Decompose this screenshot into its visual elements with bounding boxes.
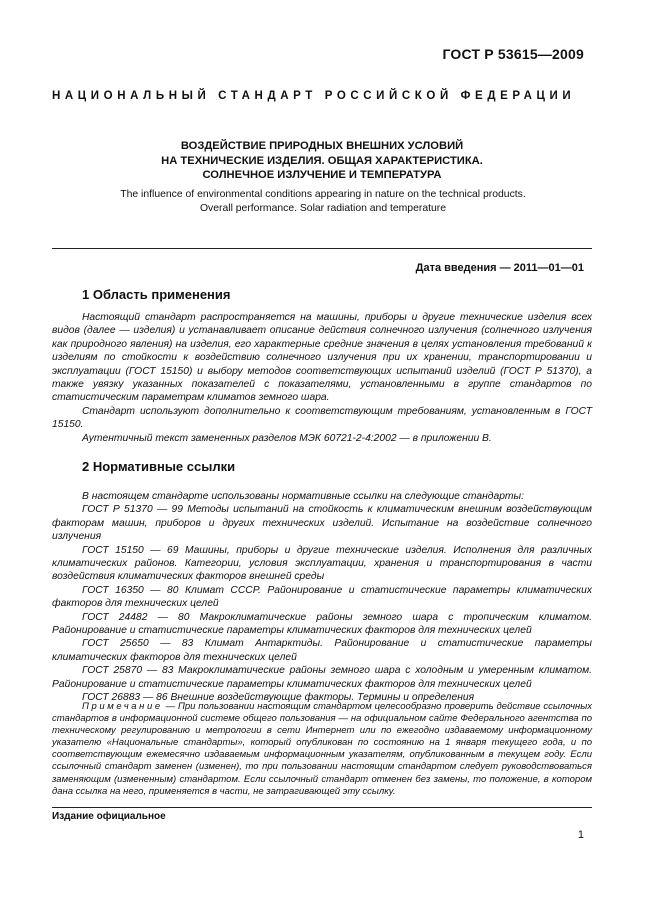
section-1-paragraph: Настоящий стандарт распространяется на машины, приборы и другие технические изделия всех видов (далее — изделия) и устанавливает описание действия солнечного излучения (солнечного излучения как природного явления) на изделия, его характерные средние значения в целях установления требований к изделиям по стойкости к воздействию солнечного излучения при их хранении, транспортировании и эксплуатации (ГОСТ 15150) и выбору методов соответствующих испытаний изделий (ГОСТ Р 51370), а также увязку указанных показателей с показателями, установленными в группе стандартов по статистическим параметрам климатов земного шара. [52,312,592,404]
english-title [80,188,566,215]
section-1-heading: 1 Область применения [82,287,231,302]
english-title-line-2: Overall performance. Solar radiation and temperature [199,202,447,214]
section-1-paragraph: Стандарт используют дополнительно к соответствующим требованиям, установленным в ГОСТ 15150. [52,405,592,431]
reference-item: ГОСТ 26883 — 86 Внешние воздействующие факторы. Термины и определения [82,692,475,704]
title-line-1: ВОЗДЕЙСТВИЕ ПРИРОДНЫХ ВНЕШНИХ УСЛОВИЙ [180,140,464,152]
title-divider [52,248,592,249]
reference-item: ГОСТ 15150 — 69 Машины, приборы и другие технические изделия. Исполнения для различных климатических районов. Категории, условия эксплуатации, хранения и транспортирования в части воздействия климатических факторов внешней среды [52,544,592,583]
national-standard-banner: НАЦИОНАЛЬНЫЙ СТАНДАРТ РОССИЙСКОЙ ФЕДЕРАЦИИ [52,90,576,102]
document-title [52,139,592,183]
reference-item: ГОСТ 16350 — 80 Климат СССР. Районирование и статистические параметры климатических факторов для технических целей [52,584,592,610]
footer-divider [52,807,592,808]
title-line-3: СОЛНЕЧНОЕ ИЗЛУЧЕНИЕ И ТЕМПЕРАТУРА [202,169,442,181]
section-1-paragraph: Аутентичный текст замененных разделов МЭК 60721-2-4:2002 — в приложении В. [82,432,492,444]
section-2-body [52,490,592,705]
reference-item: ГОСТ 25870 — 83 Макроклиматические районы земного шара с холодным и умеренным климатом. Районирование и статистические параметры климатических факторов для технических целей [52,665,592,690]
title-line-2: НА ТЕХНИЧЕСКИЕ ИЗДЕЛИЯ. ОБЩАЯ ХАРАКТЕРИСТИКА. [161,154,483,167]
section-2-heading: 2 Нормативные ссылки [82,459,236,474]
reference-item: ГОСТ 25650 — 83 Климат Антарктиды. Районирование и статистические параметры климатических факторов для технических целей [52,638,592,663]
note-text: — При пользовании настоящим стандартом целесообразно проверить действие ссылочных стандартов в информационной системе общего пользования — на официальном сайте Федерального агентства по техническому регулированию и метрологии в сети Интернет или по ежегодно издаваемому информационному указателю «Национальные стандарты», который опубликован по состоянию на 1 января текущего года, и по соответствующим ежемесячно издаваемым информационным указателям, опубликованным в текущем году. Если ссылочный стандарт заменен (изменен), то при пользовании настоящим стандартом следует руководствоваться заменяющим (измененным) стандартом. Если ссылочный стандарт отменен без замены, то положение, в котором дана ссылка на него, применяется в части, не затрагивающей эту ссылку. [52,701,592,797]
reference-item: ГОСТ 24482 — 80 Макроклиматические районы земного шара с тропическим климатом. Районирование и статистические параметры климатических факторов для технических целей [52,611,592,637]
references-intro: В настоящем стандарте использованы нормативные ссылки на следующие стандарты: [82,491,524,502]
official-edition-label: Издание официальное [52,811,166,822]
references-note [52,701,592,798]
introduction-date: Дата введения — 2011—01—01 [415,262,584,274]
note-label: Примечание [82,701,163,712]
document-code: ГОСТ Р 53615—2009 [442,46,584,62]
section-1-body [52,311,592,445]
english-title-line-1: The influence of environmental conditions appearing in nature on the technical products. [120,189,526,200]
reference-item: ГОСТ Р 51370 — 99 Методы испытаний на стойкость к климатическим внешним воздействующим факторам машин, приборов и других технических изделий. Испытание на воздействие солнечного излучения [52,504,592,543]
page-number: 1 [577,829,584,841]
